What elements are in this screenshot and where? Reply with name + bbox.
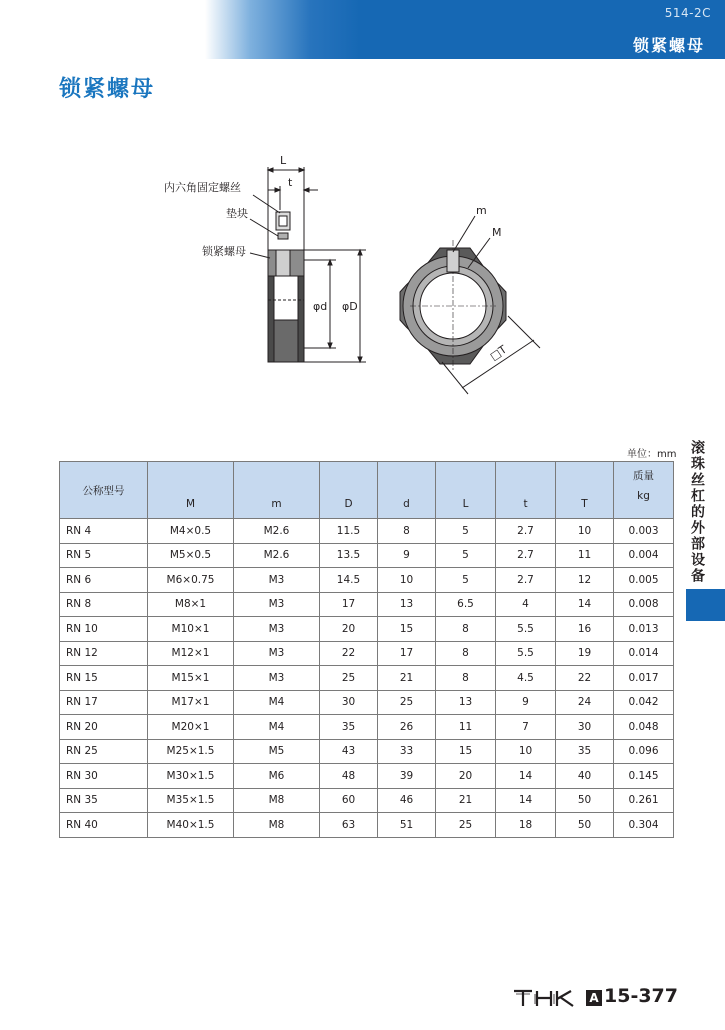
table-cell: M30×1.5 xyxy=(148,764,234,789)
table-cell: 0.003 xyxy=(614,519,674,544)
front-view xyxy=(400,216,540,394)
table-cell: M4×0.5 xyxy=(148,519,234,544)
table-cell: M6 xyxy=(234,764,320,789)
table-cell: 30 xyxy=(320,690,378,715)
table-cell: 12 xyxy=(556,568,614,593)
label-D: φD xyxy=(342,300,358,313)
table-cell: 26 xyxy=(378,715,436,740)
header-d: d xyxy=(378,462,436,519)
table-row xyxy=(60,788,674,813)
table-cell: 16 xyxy=(556,617,614,642)
table-row xyxy=(60,813,674,838)
table-cell: 0.017 xyxy=(614,666,674,691)
thk-logo xyxy=(513,989,581,1007)
unit-label: 单位：mm xyxy=(627,449,677,460)
table-cell: 11.5 xyxy=(320,519,378,544)
table-cell: 4 xyxy=(496,592,556,617)
lock-nut-drawing xyxy=(0,140,725,410)
table-cell: 17 xyxy=(378,641,436,666)
table-cell: 20 xyxy=(436,764,496,789)
table-cell: 0.145 xyxy=(614,764,674,789)
table-cell: M17×1 xyxy=(148,690,234,715)
header-mass xyxy=(614,462,674,519)
table-cell: 60 xyxy=(320,788,378,813)
table-cell: 50 xyxy=(556,788,614,813)
table-cell: RN 15 xyxy=(60,666,148,691)
table-cell: 8 xyxy=(436,666,496,691)
header-mass-unit: kg xyxy=(637,490,650,502)
table-cell: 8 xyxy=(436,641,496,666)
table-cell: 30 xyxy=(556,715,614,740)
table-cell: 25 xyxy=(378,690,436,715)
doc-code: 514-2C xyxy=(664,6,711,20)
table-cell: 17 xyxy=(320,592,378,617)
table-row xyxy=(60,666,674,691)
table-cell: RN 4 xyxy=(60,519,148,544)
table-cell: 10 xyxy=(556,519,614,544)
table-cell: 35 xyxy=(556,739,614,764)
header-t: t xyxy=(496,462,556,519)
table-cell: 9 xyxy=(378,543,436,568)
table-cell: RN 10 xyxy=(60,617,148,642)
table-cell: M6×0.75 xyxy=(148,568,234,593)
page-title: 锁紧螺母 xyxy=(59,77,156,102)
table-cell: 11 xyxy=(436,715,496,740)
side-label: 滚珠丝杠的外部设备 xyxy=(689,440,705,584)
table-row xyxy=(60,690,674,715)
header-bar xyxy=(0,0,725,59)
table-row xyxy=(60,568,674,593)
table-cell: 35 xyxy=(320,715,378,740)
table-row xyxy=(60,764,674,789)
table-cell: M10×1 xyxy=(148,617,234,642)
table-cell: 9 xyxy=(496,690,556,715)
label-set-screw: 内六角固定螺丝 xyxy=(164,181,241,194)
table-cell: M20×1 xyxy=(148,715,234,740)
label-T: □T xyxy=(487,342,510,364)
table-cell: 15 xyxy=(378,617,436,642)
table-cell: 14 xyxy=(556,592,614,617)
table-cell: RN 30 xyxy=(60,764,148,789)
table-cell: M5×0.5 xyxy=(148,543,234,568)
table-cell: M4 xyxy=(234,715,320,740)
table-cell: M2.6 xyxy=(234,543,320,568)
header-M: M xyxy=(148,462,234,519)
table-cell: 13 xyxy=(378,592,436,617)
table-cell: 22 xyxy=(320,641,378,666)
table-cell: RN 6 xyxy=(60,568,148,593)
table-cell: M12×1 xyxy=(148,641,234,666)
table-cell: 14.5 xyxy=(320,568,378,593)
table-cell: 21 xyxy=(436,788,496,813)
table-cell: M5 xyxy=(234,739,320,764)
table-cell: 10 xyxy=(378,568,436,593)
label-lock-nut: 锁紧螺母 xyxy=(202,245,246,258)
table-row xyxy=(60,519,674,544)
table-cell: 6.5 xyxy=(436,592,496,617)
header-m: m xyxy=(234,462,320,519)
page-number: 15-377 xyxy=(604,985,678,1007)
table-cell: M4 xyxy=(234,690,320,715)
table-cell: 25 xyxy=(436,813,496,838)
table-cell: 2.7 xyxy=(496,568,556,593)
table-cell: M2.6 xyxy=(234,519,320,544)
header-L: L xyxy=(436,462,496,519)
table-cell: 0.004 xyxy=(614,543,674,568)
label-t: t xyxy=(288,176,293,189)
table-cell: 0.096 xyxy=(614,739,674,764)
table-cell: 25 xyxy=(320,666,378,691)
table-cell: M8 xyxy=(234,813,320,838)
table-cell: RN 40 xyxy=(60,813,148,838)
table-cell: 39 xyxy=(378,764,436,789)
table-cell: 0.261 xyxy=(614,788,674,813)
table-cell: M3 xyxy=(234,592,320,617)
table-cell: 18 xyxy=(496,813,556,838)
table-cell: 20 xyxy=(320,617,378,642)
table-cell: 0.005 xyxy=(614,568,674,593)
table-cell: 0.014 xyxy=(614,641,674,666)
table-cell: 22 xyxy=(556,666,614,691)
table-cell: 50 xyxy=(556,813,614,838)
table-cell: 40 xyxy=(556,764,614,789)
header-model: 公称型号 xyxy=(60,462,148,519)
table-cell: 13 xyxy=(436,690,496,715)
header-title: 锁紧螺母 xyxy=(632,36,705,55)
table-cell: 14 xyxy=(496,764,556,789)
table-cell: M3 xyxy=(234,568,320,593)
table-cell: 4.5 xyxy=(496,666,556,691)
table-row xyxy=(60,617,674,642)
label-L: L xyxy=(280,154,287,167)
table-cell: M15×1 xyxy=(148,666,234,691)
table-cell: 21 xyxy=(378,666,436,691)
table-row xyxy=(60,543,674,568)
label-m: m xyxy=(476,204,487,217)
table-cell: M8 xyxy=(234,788,320,813)
table-cell: 0.013 xyxy=(614,617,674,642)
label-M: M xyxy=(492,226,502,239)
table-cell: 63 xyxy=(320,813,378,838)
table-cell: M3 xyxy=(234,666,320,691)
table-cell: 7 xyxy=(496,715,556,740)
side-view xyxy=(250,167,366,362)
table-cell: 13.5 xyxy=(320,543,378,568)
table-cell: RN 35 xyxy=(60,788,148,813)
table-cell: 0.042 xyxy=(614,690,674,715)
table-cell: RN 12 xyxy=(60,641,148,666)
table-cell: 19 xyxy=(556,641,614,666)
table-cell: 43 xyxy=(320,739,378,764)
table-cell: M3 xyxy=(234,617,320,642)
table-cell: 5 xyxy=(436,519,496,544)
spec-table xyxy=(59,461,674,838)
table-header-row xyxy=(60,462,674,519)
table-cell: RN 20 xyxy=(60,715,148,740)
table-cell: 14 xyxy=(496,788,556,813)
header-mass-label: 质量 xyxy=(633,470,654,482)
table-cell: 0.304 xyxy=(614,813,674,838)
table-cell: 8 xyxy=(378,519,436,544)
table-cell: 5 xyxy=(436,543,496,568)
label-d: φd xyxy=(313,300,328,313)
table-row xyxy=(60,739,674,764)
table-cell: M3 xyxy=(234,641,320,666)
table-row xyxy=(60,641,674,666)
table-cell: RN 17 xyxy=(60,690,148,715)
table-cell: 33 xyxy=(378,739,436,764)
table-cell: 5.5 xyxy=(496,617,556,642)
section-badge: A xyxy=(586,990,602,1006)
table-cell: RN 5 xyxy=(60,543,148,568)
table-cell: 11 xyxy=(556,543,614,568)
label-pad: 垫块 xyxy=(226,207,248,220)
table-cell: 2.7 xyxy=(496,519,556,544)
table-cell: 5.5 xyxy=(496,641,556,666)
header-T: T xyxy=(556,462,614,519)
table-row xyxy=(60,592,674,617)
table-cell: RN 8 xyxy=(60,592,148,617)
table-cell: 46 xyxy=(378,788,436,813)
table-cell: M8×1 xyxy=(148,592,234,617)
table-cell: 5 xyxy=(436,568,496,593)
table-cell: M25×1.5 xyxy=(148,739,234,764)
header-D: D xyxy=(320,462,378,519)
table-cell: 8 xyxy=(436,617,496,642)
table-cell: 0.008 xyxy=(614,592,674,617)
table-cell: 0.048 xyxy=(614,715,674,740)
table-cell: 48 xyxy=(320,764,378,789)
table-cell: 51 xyxy=(378,813,436,838)
table-cell: 2.7 xyxy=(496,543,556,568)
table-cell: 10 xyxy=(496,739,556,764)
table-row xyxy=(60,715,674,740)
table-cell: RN 25 xyxy=(60,739,148,764)
table-cell: 15 xyxy=(436,739,496,764)
table-cell: 24 xyxy=(556,690,614,715)
side-tab xyxy=(686,589,725,621)
table-cell: M40×1.5 xyxy=(148,813,234,838)
table-cell: M35×1.5 xyxy=(148,788,234,813)
